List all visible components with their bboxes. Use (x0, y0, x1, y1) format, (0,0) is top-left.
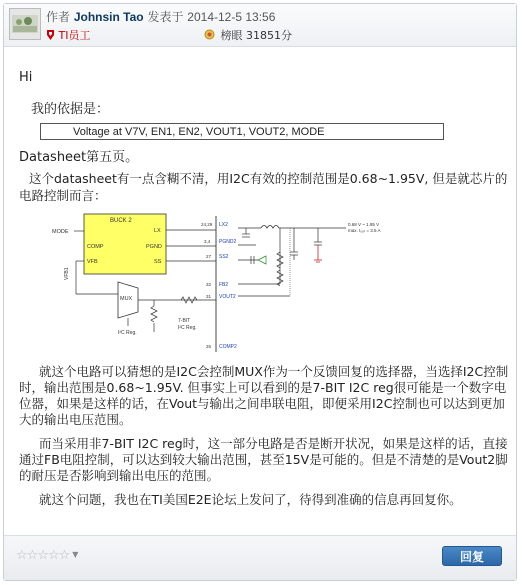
paragraph-3: 而当采用非7-BIT I2C reg时，这一部分电路是否是断开状况，如果是这样的话，直接通过FB电阻控制，可以达到较大输出范围，甚至15V是可能的。但是不清楚的是Vout2脚的耐压是否影响到输出电压的范围。 (19, 436, 508, 483)
avatar-image-icon (10, 9, 40, 39)
paragraph-4: 就这个问题，我也在TI美国E2E论坛上发问了，待得到准确的信息再回复你。 (39, 492, 462, 507)
pin-lx2: LX2 (219, 222, 228, 228)
pin-ss2: SS2 (219, 254, 229, 260)
pin-num-32: 32 (206, 282, 212, 287)
pin-fb2: FB2 (219, 282, 229, 288)
mode-label: MODE (52, 229, 69, 235)
pin-num-34: 3,4 (204, 239, 211, 244)
post-header (4, 4, 516, 47)
pin-num-31: 31 (206, 294, 212, 299)
reply-button[interactable]: 回复 (442, 546, 502, 566)
post-footer (4, 535, 516, 580)
bit-reg-label-2: I²C Reg. (178, 325, 197, 331)
pin-num-26: 26 (206, 344, 212, 349)
star-rating-stars-icon[interactable]: ☆☆☆☆☆ (16, 548, 70, 563)
circuit-diagram (46, 212, 381, 352)
output-voltage-label: 0.68 V ~ 1.95 V (348, 222, 380, 227)
pin-num-27: 27 (206, 254, 212, 259)
posted-label: 发表于 (147, 10, 184, 24)
mux-label: MUX (120, 296, 133, 302)
output-current-label: max. I₀ᵤₜ = 3.5 A (348, 228, 381, 233)
lx-pin-label: LX (154, 228, 161, 234)
badge-text: TI员工 (58, 29, 91, 42)
paragraph-1: 这个datasheet有一点含糊不清，用I2C有效的控制范围是0.68~1.95V, 但是就芯片的电路控制而言： (19, 171, 508, 203)
forum-post (3, 3, 517, 581)
ti-badge-icon (46, 30, 55, 40)
pin-vout2: VOUT2 (219, 294, 236, 300)
greeting-text: Hi (19, 70, 33, 85)
avatar[interactable] (9, 8, 41, 40)
post-meta (46, 8, 275, 25)
buck2-title: BUCK 2 (110, 218, 132, 224)
staff-badge (46, 27, 90, 43)
author-name-link[interactable]: Johnsin Tao (73, 10, 144, 24)
basis-text: 我的依据是： (31, 102, 110, 117)
pin-num-24: 24,29 (201, 222, 213, 227)
vfb-pin-label: VFB (87, 259, 98, 265)
rank-medal-icon (204, 29, 215, 40)
pin-pgnd2: PGND2 (219, 239, 237, 245)
rating-dropdown-icon[interactable]: ▼ (72, 550, 78, 559)
voltage-spec-box: Voltage at V7V, EN1, EN2, VOUT1, VOUT2, MODE (40, 123, 444, 140)
vfb1-label: VFB1 (64, 267, 70, 280)
star-rating[interactable] (16, 548, 77, 563)
bit-reg-label-1: 7-BIT (178, 318, 191, 324)
datasheet-ref-text: Datasheet第五页。 (19, 150, 139, 165)
ss-pin-label: SS (154, 259, 162, 265)
pin-comp2: COMP2 (219, 344, 237, 350)
author-prefix: 作者 (46, 10, 71, 24)
i2c-reg-label: I²C Reg. (118, 330, 137, 336)
pgnd-pin-label: PGND (146, 244, 162, 250)
rank-text: 榜眼 31851分 (220, 29, 292, 42)
posted-date: 2014-12-5 13:56 (187, 10, 276, 24)
comp-pin-label: COMP (87, 244, 104, 250)
user-rank (204, 27, 292, 43)
paragraph-2: 就这个电路可以猜想的是I2C会控制MUX作为一个反馈回复的选择器，当选择I2C控制时，输出范围是0.68~1.95V. 但事实上可以看到的是7-BIT I2C reg很可能是一个数字电位器，如果是这样的话，在Vout与输出之间串联电阻，即便采用I2C控制也可以达到更加大的输出电压范围。 (19, 364, 509, 427)
